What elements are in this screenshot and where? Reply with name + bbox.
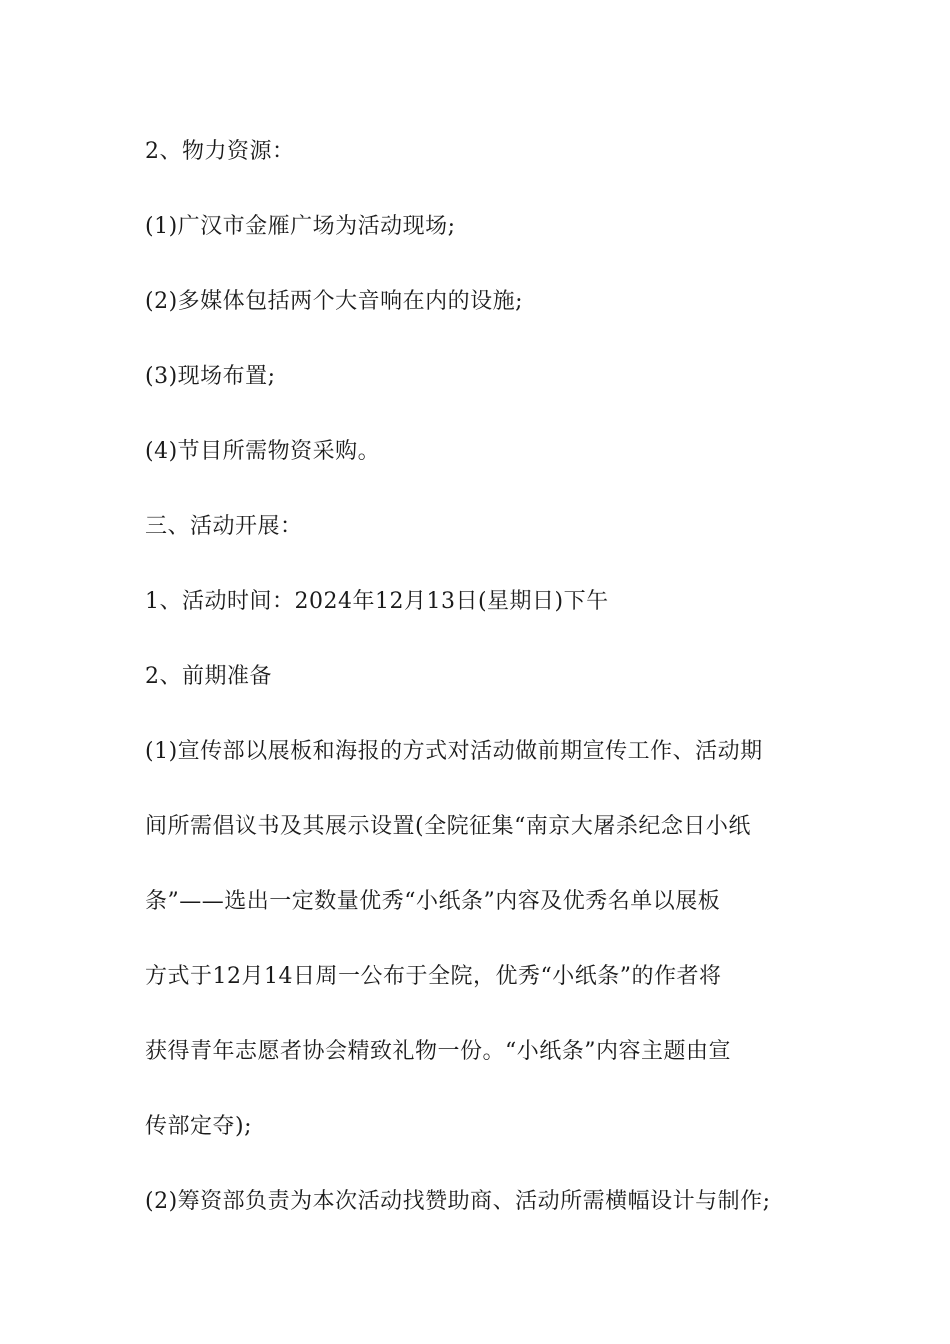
- subsection-heading-preparation: 2、前期准备: [145, 664, 272, 689]
- section-heading-activity: 三、活动开展：: [145, 514, 303, 539]
- paragraph-line: 方式于12月14日周一公布于全院，优秀“小纸条”的作者将: [145, 964, 722, 989]
- document-body: [145, 133, 825, 1221]
- paragraph-line: (1)宣传部以展板和海报的方式对活动做前期宣传工作、活动期: [145, 739, 763, 764]
- list-item: (4)节目所需物资采购。: [145, 439, 381, 464]
- list-item: (1)广汉市金雁广场为活动现场;: [145, 214, 456, 239]
- list-item: (3)现场布置;: [145, 364, 276, 389]
- paragraph-line: 条”——选出一定数量优秀“小纸条”内容及优秀名单以展板: [145, 889, 721, 914]
- paragraph-line: 间所需倡议书及其展示设置(全院征集“南京大屠杀纪念日小纸: [145, 814, 751, 839]
- activity-time: 1、活动时间：2024年12月13日(星期日)下午: [145, 589, 609, 614]
- paragraph-line: 传部定夺);: [145, 1114, 252, 1139]
- section-heading-material-resources: 2、物力资源：: [145, 139, 295, 164]
- list-item: (2)多媒体包括两个大音响在内的设施;: [145, 289, 524, 314]
- list-item: (2)筹资部负责为本次活动找赞助商、活动所需横幅设计与制作;: [145, 1189, 771, 1214]
- paragraph-line: 获得青年志愿者协会精致礼物一份。“小纸条”内容主题由宣: [145, 1039, 731, 1064]
